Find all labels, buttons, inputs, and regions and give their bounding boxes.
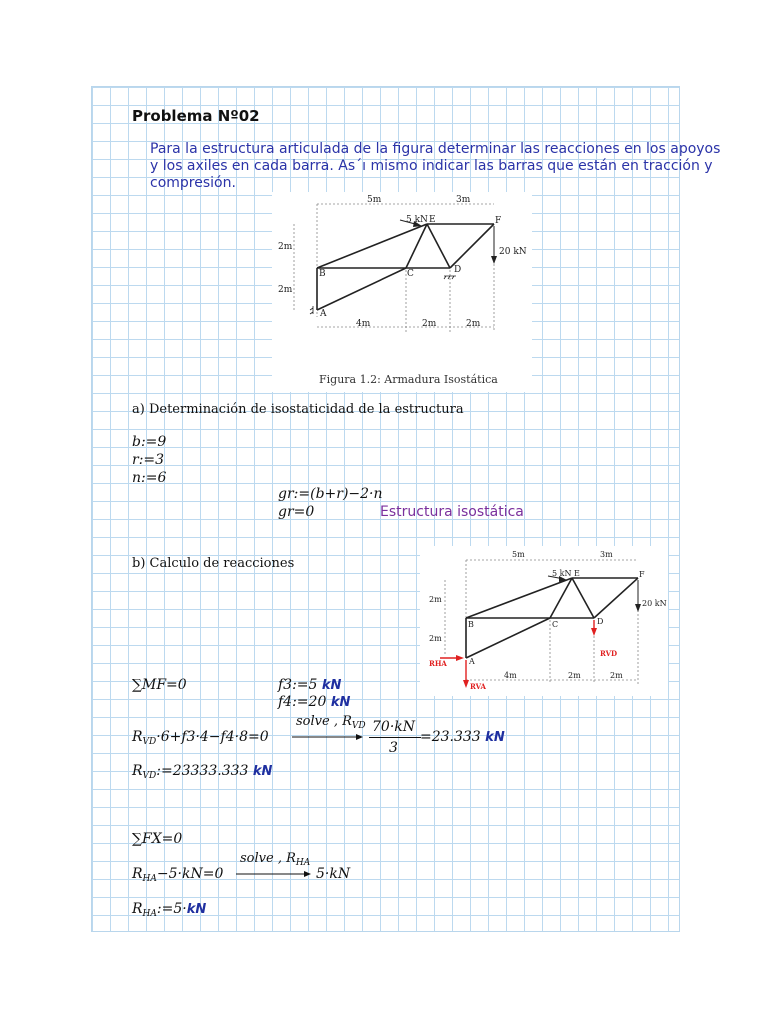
gr-value: gr=0: [278, 504, 315, 520]
fig2-node-f: F: [639, 570, 645, 579]
rvd-result-value: =23.333 kN: [420, 729, 505, 745]
rha-equation: $R_{HA}-5\cdot kN=0$: [132, 866, 224, 884]
intro-line-1: Para la estructura articulada de la figura determinar las reacciones en los apoyos: [150, 141, 721, 157]
sum-forces-x: ∑FX=0: [132, 831, 183, 847]
rha-solve-arrow: [236, 870, 312, 878]
fig1-node-b: B: [319, 269, 326, 279]
fig2-dim-bot-3: 2m: [610, 671, 623, 680]
rha-assignment: $R_{HA}:=5\cdot kN$: [132, 901, 207, 919]
fig1-caption: Figura 1.2: Armadura Isostática: [319, 373, 498, 386]
fig1-node-d: D: [454, 265, 462, 275]
intro-line-3: compresión.: [150, 175, 236, 191]
fig2-node-e: E: [574, 569, 580, 578]
f4-definition: f4:=20 kN: [278, 694, 351, 710]
rvd-fraction-bar: [369, 737, 421, 738]
fig1-node-f: F: [495, 216, 502, 226]
fig2-node-d: D: [597, 617, 604, 626]
rvd-result-denominator: 3: [389, 740, 398, 756]
problem-title: Problema Nº02: [132, 107, 260, 125]
fig2-label-rvd: RVD: [600, 649, 618, 658]
r-definition: r:=3: [132, 452, 165, 468]
rvd-solve-label: solve , $R_{VD}$: [296, 714, 366, 731]
fig2-node-c: C: [552, 620, 559, 629]
rvd-assignment: $R_{VD}:=23333.333$ kN: [132, 763, 273, 781]
fig1-dim-bot-3: 2m: [466, 319, 481, 329]
fig1-node-a: A: [320, 309, 327, 319]
fig2-dim-left-1: 2m: [429, 595, 442, 604]
section-b-heading: b) Calculo de reacciones: [132, 556, 295, 571]
section-a-heading: a) Determinación de isostaticidad de la estructura: [132, 402, 464, 417]
truss-figure-2: [420, 546, 668, 696]
fig1-load-20kn: 20 kN: [499, 247, 527, 257]
fig2-load-5kn: 5 kN: [552, 569, 572, 578]
rvd-equation: $R_{VD}\cdot 6+f3\cdot 4-f4\cdot 8=0$: [132, 729, 269, 747]
fig1-dim-left-2: 2m: [278, 285, 293, 295]
fig2-load-20kn: 20 kN: [642, 599, 667, 608]
fig1-dim-left-1: 2m: [278, 242, 293, 252]
fig1-dim-top-2: 3m: [456, 195, 471, 205]
fig2-label-rha: RHA: [429, 659, 447, 668]
b-definition: b:=9: [132, 434, 167, 450]
fig1-load-5kn: 5 kN: [406, 215, 428, 225]
fig2-node-a: A: [469, 657, 475, 666]
rha-result: 5·kN: [316, 866, 351, 882]
gr-definition: gr:=(b+r)−2·n: [278, 486, 383, 502]
fig2-label-rva: RVA: [470, 682, 486, 691]
fig2-node-b: B: [468, 620, 474, 629]
sum-moments: ∑MF=0: [132, 677, 187, 693]
rha-solve-label: solve , $R_{HA}$: [240, 851, 311, 868]
fig1-dim-bot-2: 2m: [422, 319, 437, 329]
intro-line-2: y los axiles en cada barra. As´ı mismo indicar las barras que están en tracción y: [150, 158, 713, 174]
f3-definition: f3:=5 kN: [278, 677, 342, 693]
fig1-dim-top-1: 5m: [367, 195, 382, 205]
fig1-node-e: E: [429, 215, 436, 225]
fig1-node-c: C: [407, 269, 414, 279]
fig2-dim-left-2: 2m: [429, 634, 442, 643]
fig2-dim-bot-2: 2m: [568, 671, 581, 680]
n-definition: n:=6: [132, 470, 167, 486]
rvd-result-numerator: 70·kN: [372, 719, 415, 735]
isostatic-verdict: Estructura isostática: [380, 504, 524, 520]
truss-figure-1: [272, 192, 532, 392]
rvd-solve-arrow: [292, 733, 364, 741]
fig1-dim-bot-1: 4m: [356, 319, 371, 329]
fig2-dim-bot-1: 4m: [504, 671, 517, 680]
fig2-dim-top-1: 5m: [512, 550, 525, 559]
fig2-dim-top-2: 3m: [600, 550, 613, 559]
